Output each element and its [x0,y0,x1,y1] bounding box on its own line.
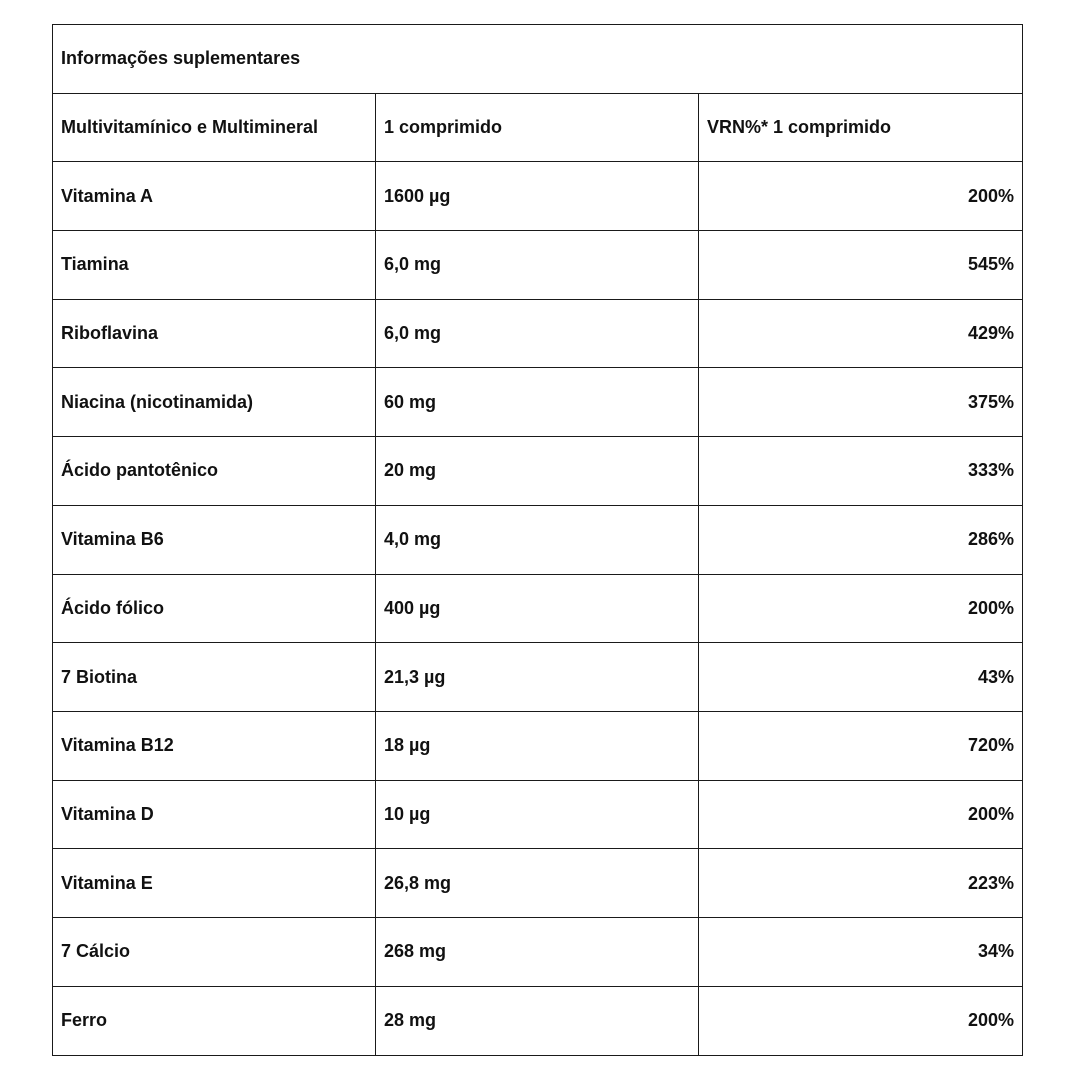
nutrient-name: Riboflavina [53,300,376,368]
table-row [53,781,1022,850]
nutrient-amount: 26,8 mg [376,849,699,917]
nutrient-name: Niacina (nicotinamida) [53,368,376,436]
nutrient-vrn: 223% [967,872,1014,893]
nutrient-name: Vitamina D [53,781,376,849]
nutrient-name: Vitamina E [53,849,376,917]
table-row [53,575,1022,644]
nutrient-name: Ácido fólico [53,575,376,643]
nutrient-vrn: 429% [967,323,1014,344]
nutrient-amount: 1600 µg [376,162,699,230]
nutrient-vrn: 375% [967,391,1014,412]
table-row [53,368,1022,437]
nutrient-amount: 10 µg [376,781,699,849]
nutrient-vrn: 545% [967,254,1014,275]
nutrient-amount: 268 mg [376,918,699,986]
nutrient-amount: 18 µg [376,712,699,780]
header-vrn: VRN%* 1 comprimido [707,117,892,138]
nutrient-amount: 400 µg [376,575,699,643]
header-amount: 1 comprimido [376,94,699,162]
header-nutrient: Multivitamínico e Multimineral [53,94,376,162]
nutrient-name: 7 Cálcio [53,918,376,986]
table-row [53,849,1022,918]
nutrient-vrn: 200% [967,803,1014,824]
table-row [53,918,1022,987]
nutrient-vrn: 200% [967,597,1014,618]
table-header-row [53,94,1022,163]
table-row [53,506,1022,575]
table-row [53,300,1022,369]
nutrient-amount: 60 mg [376,368,699,436]
table-row [53,162,1022,231]
table-row [53,437,1022,506]
nutrient-vrn: 720% [967,735,1014,756]
nutrient-amount: 28 mg [376,987,699,1056]
supplement-table [52,24,1023,1056]
nutrient-name: 7 Biotina [53,643,376,711]
table-row [53,643,1022,712]
nutrient-vrn: 333% [967,460,1014,481]
nutrient-amount: 20 mg [376,437,699,505]
nutrient-name: Vitamina B6 [53,506,376,574]
nutrient-vrn: 286% [967,529,1014,550]
nutrient-vrn: 34% [977,941,1014,962]
nutrient-amount: 4,0 mg [376,506,699,574]
nutrient-name: Ácido pantotênico [53,437,376,505]
table-row [53,231,1022,300]
nutrient-name: Vitamina A [53,162,376,230]
nutrient-name: Tiamina [53,231,376,299]
table-row [53,987,1022,1056]
nutrient-vrn: 43% [977,666,1014,687]
nutrient-vrn: 200% [967,185,1014,206]
nutrient-amount: 21,3 µg [376,643,699,711]
table-title: Informações suplementares [61,48,301,69]
table-row [53,712,1022,781]
nutrient-vrn: 200% [967,1010,1014,1031]
nutrient-name: Vitamina B12 [53,712,376,780]
nutrient-amount: 6,0 mg [376,300,699,368]
nutrient-amount: 6,0 mg [376,231,699,299]
table-title-row [53,25,1022,94]
nutrient-name: Ferro [53,987,376,1056]
